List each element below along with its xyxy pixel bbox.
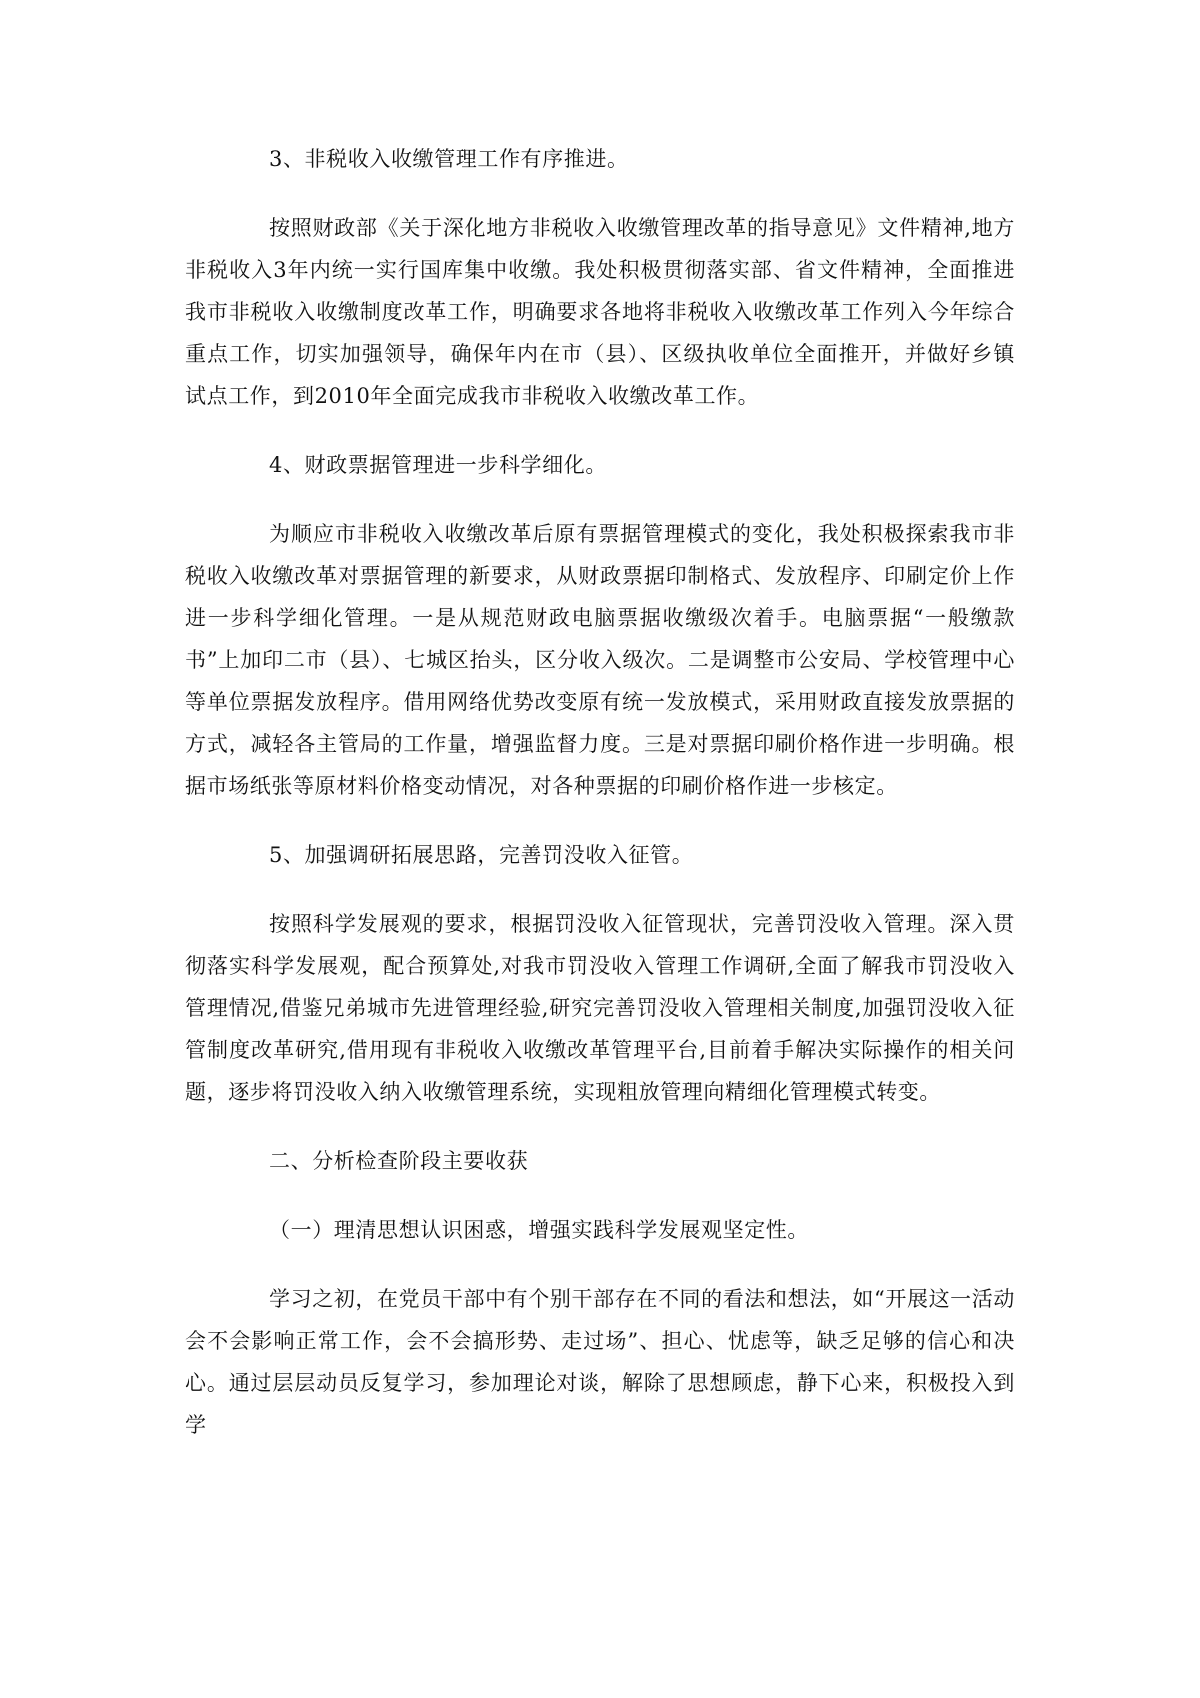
document-body [185, 138, 1015, 1446]
section-heading-4: 4、财政票据管理进一步科学细化。 [269, 453, 607, 477]
spacer [185, 876, 1015, 903]
spacer [185, 807, 1015, 834]
spacer [185, 1182, 1015, 1209]
spacer [185, 1251, 1015, 1278]
paragraph-study-beginning: 学习之初，在党员干部中有个别干部存在不同的看法和想法，如“开展这一活动会不会影响正常工作，会不会搞形势、走过场”、担心、忧虑等，缺乏足够的信心和决心。通过层层动员反复学习，参加理论对谈，解除了思想顾虑，静下心来，积极投入到学 [185, 1287, 1015, 1437]
spacer [185, 1113, 1015, 1140]
paragraph-bill-management: 为顺应市非税收入收缴改革后原有票据管理模式的变化，我处积极探索我市非税收入收缴改革对票据管理的新要求，从财政票据印制格式、发放程序、印刷定价上作进一步科学细化管理。一是从规范财政电脑票据收缴级次着手。电脑票据“一般缴款书”上加印二市（县）、七城区抬头，区分收入级次。二是调整市公安局、学校管理中心等单位票据发放程序。借用网络优势改变原有统一发放模式，采用财政直接发放票据的方式，减轻各主管局的工作量，增强监督力度。三是对票据印刷价格作进一步明确。根据市场纸张等原材料价格变动情况，对各种票据的印刷价格作进一步核定。 [185, 522, 1015, 798]
paragraph-non-tax-collection: 按照财政部《关于深化地方非税收入收缴管理改革的指导意见》文件精神,地方非税收入3年内统一实行国库集中收缴。我处积极贯彻落实部、省文件精神，全面推进我市非税收入收缴制度改革工作，明确要求各地将非税收入收缴改革工作列入今年综合重点工作，切实加强领导，确保年内在市（县）、区级执收单位全面推开，并做好乡镇试点工作，到2010年全面完成我市非税收入收缴改革工作。 [185, 216, 1015, 408]
paragraph-fine-revenue: 按照科学发展观的要求，根据罚没收入征管现状，完善罚没收入管理。深入贯彻落实科学发展观，配合预算处,对我市罚没收入管理工作调研,全面了解我市罚没收入管理情况,借鉴兄弟城市先进管理经验,研究完善罚没收入管理相关制度,加强罚没收入征管制度改革研究,借用现有非税收入收缴改革管理平台,目前着手解决实际操作的相关问题，逐步将罚没收入纳入收缴管理系统，实现粗放管理向精细化管理模式转变。 [185, 912, 1015, 1104]
spacer [185, 180, 1015, 207]
section-heading-5: 5、加强调研拓展思路，完善罚没收入征管。 [269, 843, 694, 867]
spacer [185, 417, 1015, 444]
spacer [185, 486, 1015, 513]
subsection-heading-one: （一）理清思想认识困惑，增强实践科学发展观坚定性。 [269, 1218, 809, 1242]
section-heading-3: 3、非税收入收缴管理工作有序推进。 [269, 147, 629, 171]
section-heading-part-two: 二、分析检查阶段主要收获 [269, 1149, 529, 1173]
